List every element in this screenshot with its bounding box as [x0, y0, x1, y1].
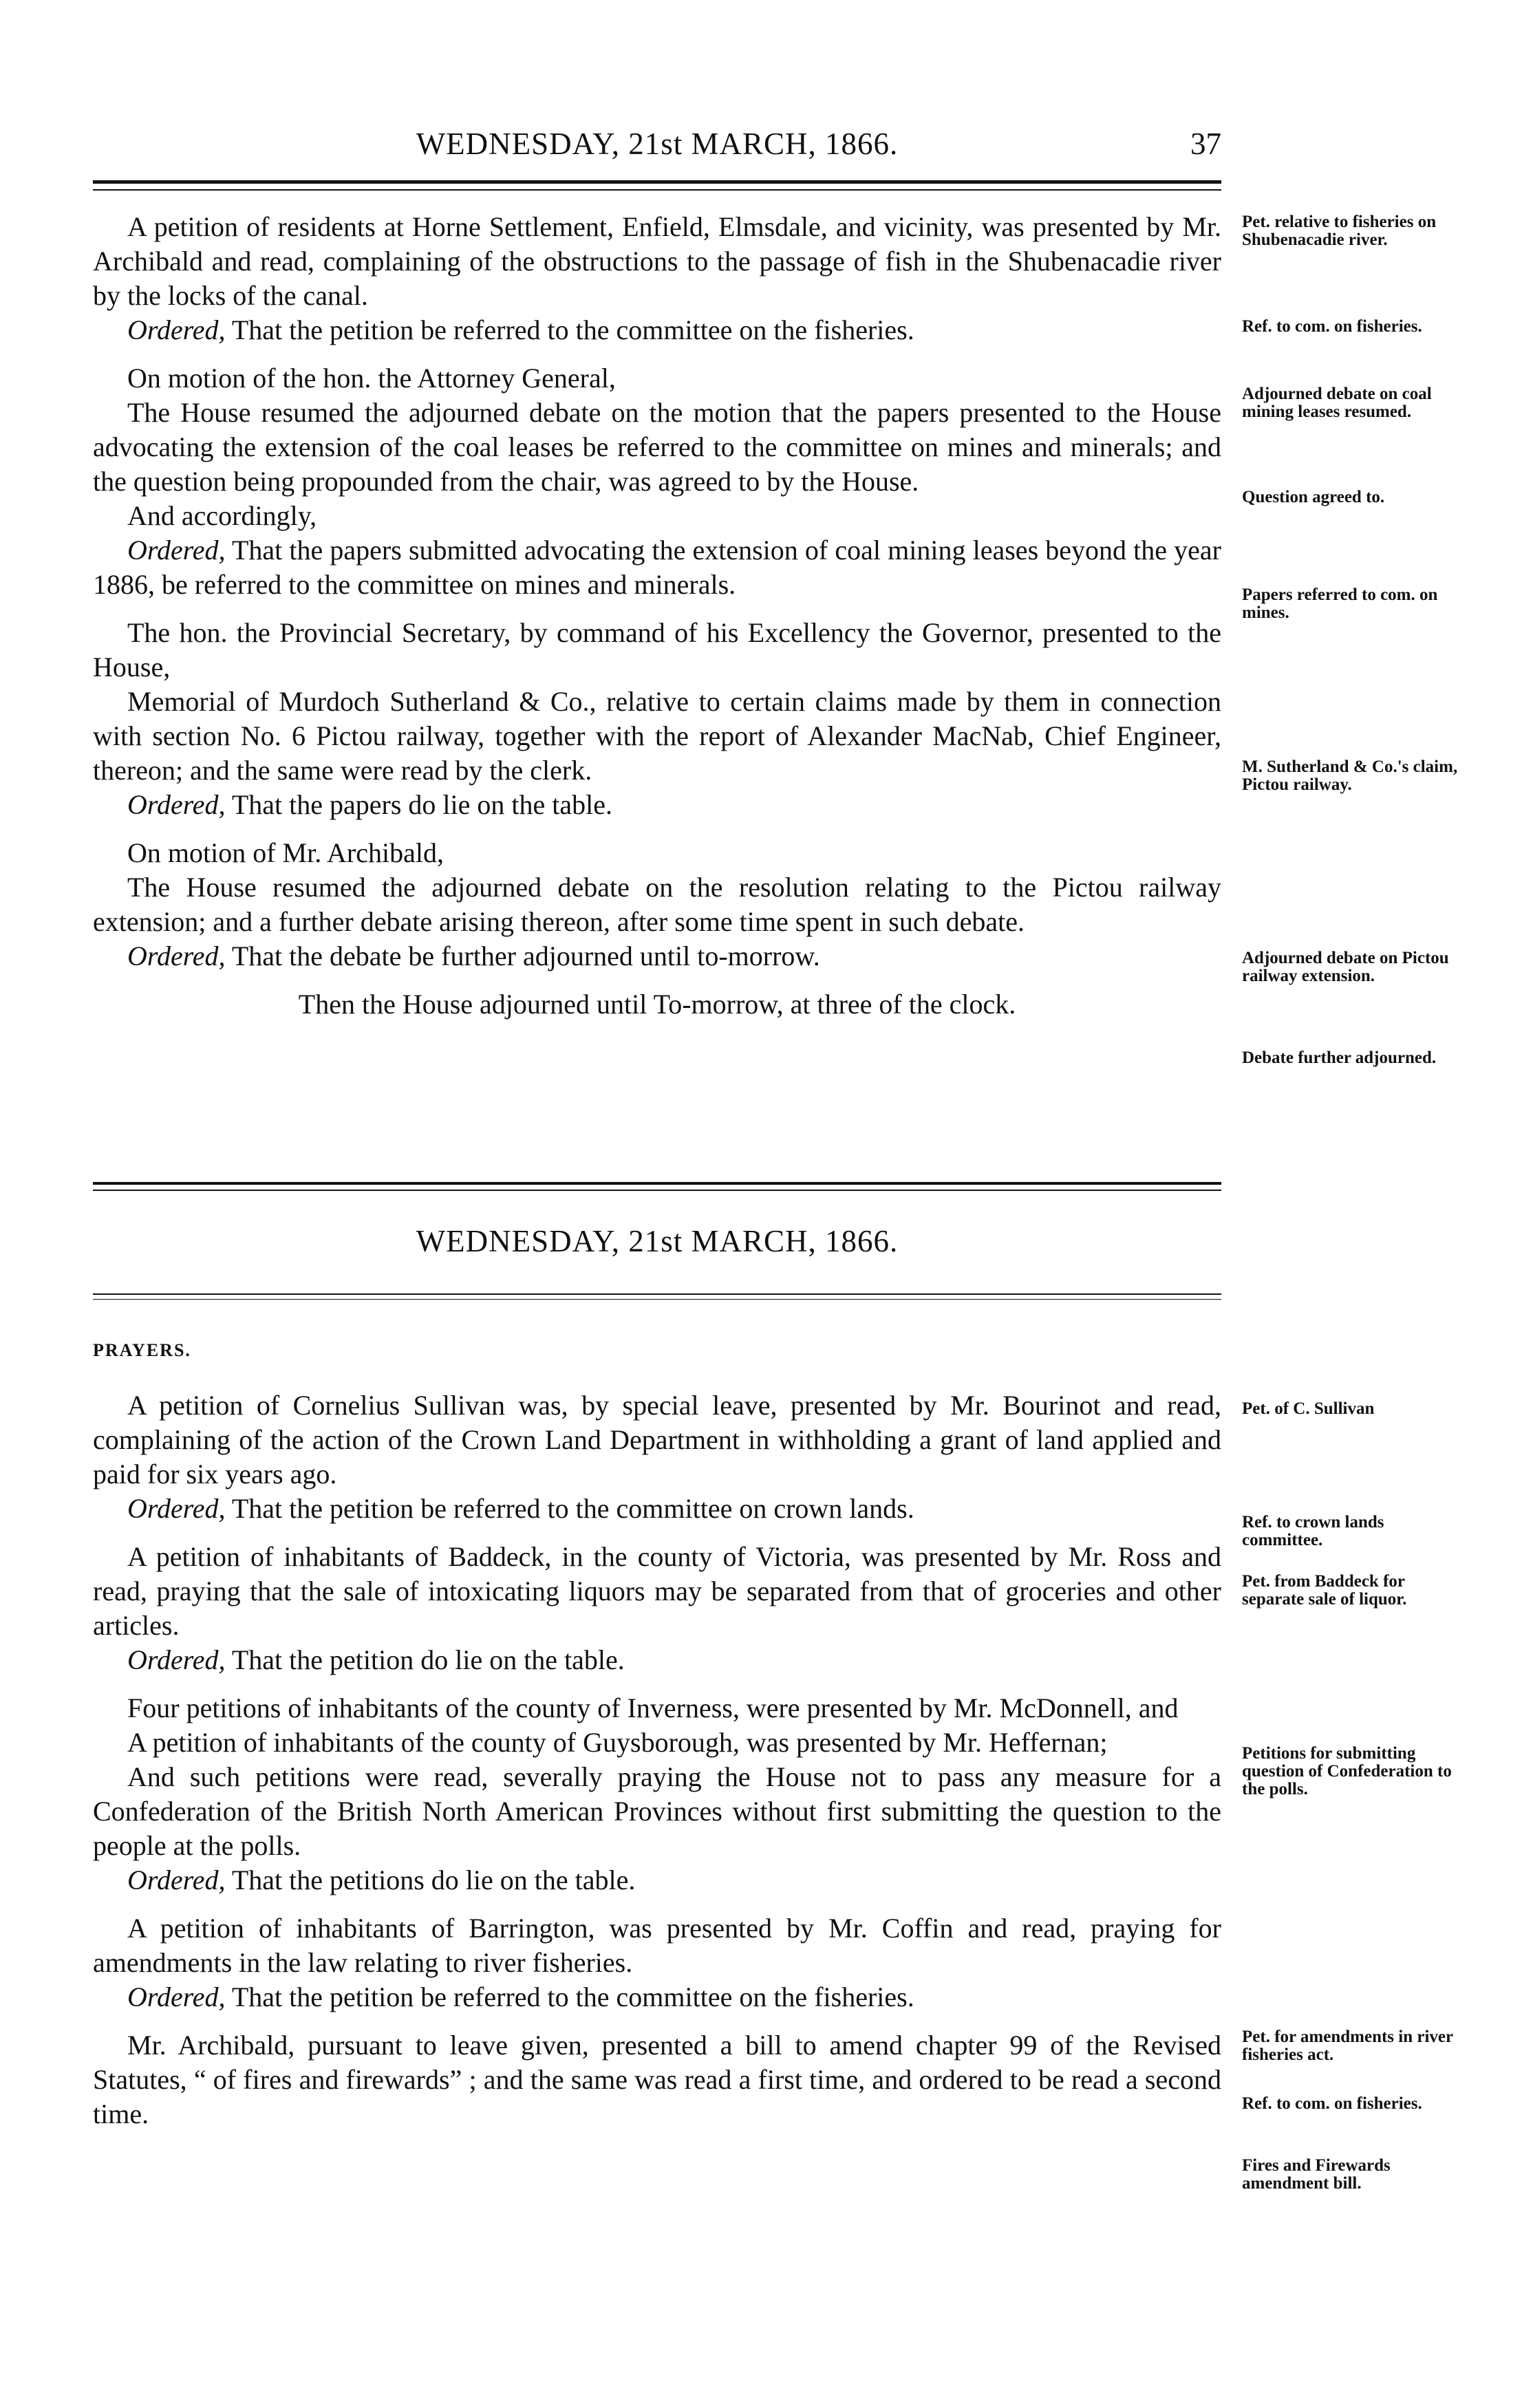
paragraph	[93, 939, 1221, 974]
paragraph-text: That the petition be referred to the committee on the fisheries.	[225, 314, 914, 345]
section-rule-thick	[93, 1182, 1221, 1185]
section2-body	[93, 1388, 1221, 2131]
margin-note: Debate further adjourned.	[1242, 1049, 1437, 1067]
paragraph: And accordingly,	[127, 500, 317, 531]
ordered-label: Ordered,	[127, 1981, 226, 2012]
ordered-label: Ordered,	[127, 1493, 226, 1524]
paragraph: Memorial of Murdoch Sutherland & Co., relative to certain claims made by them in connection with section No. 6 Pictou railway, together with the report of Alexander MacNab, Chief Engineer, thereon; and the same were read by the clerk.	[93, 686, 1221, 786]
page-number: 37	[1190, 127, 1221, 161]
margin-note: Adjourned debate on coal mining leases resumed.	[1242, 385, 1432, 421]
paragraph: A petition of inhabitants of Barrington, was presented by Mr. Coffin and read, praying for amendments in the law relating to river fisheries.	[93, 1913, 1221, 1978]
ordered-label: Ordered,	[127, 1864, 226, 1895]
ordered-label: Ordered,	[127, 789, 226, 820]
paragraph: Mr. Archibald, pursuant to leave given, presented a bill to amend chapter 99 of the Revised Statutes, “ of fires and firewards” ; and the same was read a first time, and ordered to be read a second time.	[93, 2030, 1221, 2129]
paragraph-text: That the petition be referred to the committee on the fisheries.	[225, 1981, 914, 2012]
page-header	[93, 120, 1221, 169]
paragraph	[93, 788, 1221, 822]
paragraph	[93, 533, 1221, 602]
margin-note: Papers referred to com. on mines.	[1242, 585, 1438, 622]
paragraph: Four petitions of inhabitants of the county of Inverness, were presented by Mr. McDonnell, and	[127, 1692, 1179, 1723]
margin-note: Pet. for amendments in river fisheries act.	[1242, 2028, 1453, 2064]
paragraph: The House resumed the adjourned debate on the motion that the papers presented to the House advocating the extension of the coal leases be referred to the committee on mines and minerals; and the question being propounded from the chair, was agreed to by the House.	[93, 397, 1221, 497]
paragraph: On motion of Mr. Archibald,	[127, 837, 444, 868]
paragraph-text: That the papers submitted advocating the extension of coal mining leases beyond the year 1886, be referred to the committee on mines and minerals.	[93, 535, 1221, 600]
ordered-label: Ordered,	[127, 1644, 226, 1675]
margin-note: Fires and Firewards amendment bill.	[1242, 2156, 1391, 2193]
paragraph-text: That the petition do lie on the table.	[225, 1644, 625, 1675]
paragraph: The hon. the Provincial Secretary, by command of his Excellency the Governor, presented to the House,	[93, 617, 1221, 682]
prayers-label: PRAYERS.	[93, 1340, 191, 1360]
paragraph-text: That the debate be further adjourned until to-morrow.	[225, 940, 820, 971]
paragraph	[93, 1643, 1221, 1677]
margin-note: Ref. to com. on fisheries.	[1242, 2094, 1422, 2113]
running-title: WEDNESDAY, 21st MARCH, 1866.	[416, 127, 899, 161]
margin-note: Petitions for submitting question of Confederation to the polls.	[1242, 1744, 1452, 1798]
paragraph: And such petitions were read, severally praying the House not to pass any measure for a Confederation of the British North American Provinces without first submitting the question to the people at the polls.	[93, 1761, 1221, 1861]
margin-note: Pet. from Baddeck for separate sale of liquor.	[1242, 1572, 1407, 1609]
paragraph: A petition of Cornelius Sullivan was, by special leave, presented by Mr. Bourinot and read, complaining of the action of the Crown Land Department in withholding a grant of land applied and paid for six years ago.	[93, 1390, 1221, 1490]
paragraph: A petition of inhabitants of Baddeck, in the county of Victoria, was presented by Mr. Ross and read, praying that the sale of intoxicating liquors may be separated from that of groceries and other articles.	[93, 1541, 1221, 1641]
header-rule-thick	[93, 180, 1221, 184]
paragraph-text: That the petitions do lie on the table.	[225, 1864, 636, 1895]
margin-note: Question agreed to.	[1242, 488, 1385, 506]
margin-note: M. Sutherland & Co.'s claim, Pictou railway.	[1242, 757, 1458, 794]
margin-note: Adjourned debate on Pictou railway extension.	[1242, 949, 1449, 985]
paragraph-text: That the papers do lie on the table.	[225, 789, 612, 820]
section-rule-thin	[93, 1190, 1221, 1191]
header-rule-thin	[93, 189, 1221, 191]
adjournment-line: Then the House adjourned until To-morrow, at three of the clock.	[298, 989, 1016, 1020]
paragraph	[93, 1980, 1221, 2014]
heading-rule	[93, 1293, 1221, 1295]
ordered-label: Ordered,	[127, 535, 226, 566]
section1-body	[93, 210, 1221, 1022]
margin-note: Pet. of C. Sullivan	[1242, 1399, 1375, 1418]
margin-note: Ref. to com. on fisheries.	[1242, 317, 1422, 336]
section2-heading: WEDNESDAY, 21st MARCH, 1866.	[416, 1224, 899, 1258]
paragraph-text: That the petition be referred to the committee on crown lands.	[225, 1493, 914, 1524]
heading-rule-thin	[93, 1299, 1221, 1300]
paragraph: A petition of residents at Horne Settlement, Enfield, Elmsdale, and vicinity, was presented by Mr. Archibald and read, complaining of the obstructions to the passage of fish in the Shubenacadie river by the locks of the canal.	[93, 211, 1221, 311]
paragraph	[93, 1492, 1221, 1526]
ordered-label: Ordered,	[127, 314, 226, 345]
paragraph: A petition of inhabitants of the county of Guysborough, was presented by Mr. Heffernan;	[127, 1727, 1108, 1758]
paragraph: The House resumed the adjourned debate on the resolution relating to the Pictou railway extension; and a further debate arising thereon, after some time spent in such debate.	[93, 872, 1221, 937]
margin-note: Ref. to crown lands committee.	[1242, 1513, 1384, 1549]
margin-note: Pet. relative to fisheries on Shubenacadie river.	[1242, 213, 1437, 249]
ordered-label: Ordered,	[127, 940, 226, 971]
paragraph	[93, 313, 1221, 347]
paragraph	[93, 1863, 1221, 1898]
paragraph: On motion of the hon. the Attorney General,	[127, 363, 616, 394]
